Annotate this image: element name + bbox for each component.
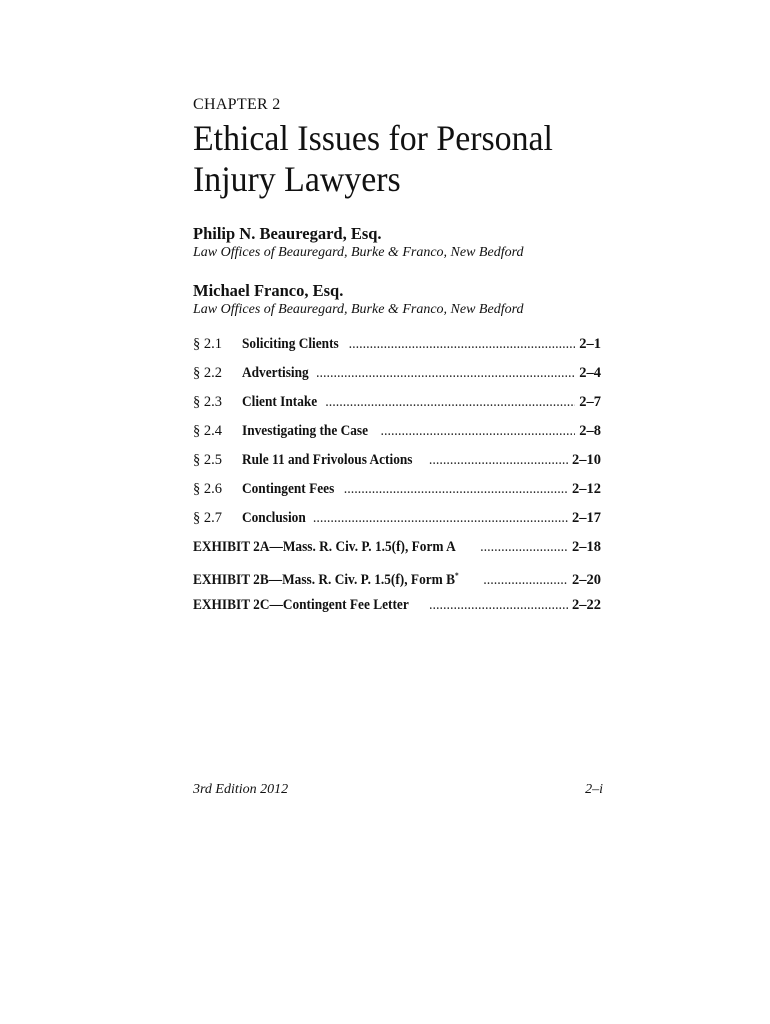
toc-page-number: 2–4: [579, 365, 601, 381]
toc-page-number: 2–22: [572, 597, 601, 613]
toc-section-title: Soliciting Clients: [242, 336, 339, 352]
toc-dot-leader: [344, 481, 568, 501]
toc-dot-leader: [429, 452, 568, 472]
toc-entry[interactable]: [193, 363, 601, 383]
toc-exhibit-entry[interactable]: [193, 537, 601, 557]
toc-section-number: § 2.4: [193, 423, 222, 439]
toc-section-title: Investigating the Case: [242, 423, 368, 439]
footer-edition: 3rd Edition 2012: [193, 782, 289, 797]
toc-page-number: 2–8: [579, 423, 601, 439]
toc-section-number: § 2.3: [193, 394, 222, 410]
author-affiliation: Law Offices of Beauregard, Burke & Franco, New Bedford: [193, 302, 524, 317]
toc-page-number: 2–10: [572, 452, 601, 468]
toc-section-title: Rule 11 and Frivolous Actions: [242, 452, 413, 468]
toc-section-title: Advertising: [242, 365, 309, 381]
toc-exhibit-entry[interactable]: [193, 595, 601, 615]
chapter-title: Ethical Issues for Personal Injury Lawyers: [193, 118, 553, 199]
toc-dot-leader: [484, 572, 568, 592]
toc-dot-leader: [326, 394, 575, 414]
toc-exhibit-title-text: EXHIBIT 2B—Mass. R. Civ. P. 1.5(f), Form B: [193, 571, 456, 588]
toc-page-number: 2–12: [572, 481, 601, 497]
toc-section-number: § 2.2: [193, 365, 222, 381]
toc-section-number: § 2.7: [193, 510, 222, 526]
toc-section-title: Conclusion: [242, 510, 306, 526]
toc-page-number: 2–17: [572, 510, 601, 526]
toc-dot-leader: [349, 336, 575, 356]
toc-dot-leader: [313, 510, 568, 530]
toc-dot-leader: [430, 597, 568, 617]
author-block: [193, 281, 524, 319]
toc-exhibit-title: [193, 566, 459, 590]
author-affiliation: Law Offices of Beauregard, Burke & Franco, New Bedford: [193, 245, 524, 260]
toc-entry[interactable]: [193, 508, 601, 528]
author-block: [193, 224, 524, 262]
footer-page-number: 2–i: [585, 782, 603, 797]
toc-section-number: § 2.5: [193, 452, 222, 468]
toc-entry[interactable]: [193, 450, 601, 470]
toc-page-number: 2–20: [572, 571, 601, 588]
toc-section-title: Client Intake: [242, 394, 318, 410]
toc-page-number: 2–18: [572, 539, 601, 555]
author-name: Michael Franco, Esq.: [193, 281, 344, 300]
toc-dot-leader: [481, 539, 568, 559]
toc-entry[interactable]: [193, 392, 601, 412]
toc-exhibit-entry[interactable]: [193, 566, 601, 586]
toc-entry[interactable]: [193, 421, 601, 441]
footnote-marker: *: [455, 571, 459, 580]
document-page: [193, 0, 603, 1024]
toc-page-number: 2–1: [579, 336, 601, 352]
toc-dot-leader: [381, 423, 575, 443]
toc-exhibit-title: EXHIBIT 2C—Contingent Fee Letter: [193, 597, 409, 613]
toc-page-number: 2–7: [579, 394, 601, 410]
toc-section-title: Contingent Fees: [242, 481, 335, 497]
author-name: Philip N. Beauregard, Esq.: [193, 224, 382, 243]
toc-entry[interactable]: [193, 479, 601, 499]
toc-entry[interactable]: [193, 334, 601, 354]
chapter-label: CHAPTER 2: [193, 96, 281, 113]
toc-section-number: § 2.1: [193, 336, 222, 352]
toc-exhibit-title: EXHIBIT 2A—Mass. R. Civ. P. 1.5(f), Form A: [193, 539, 456, 555]
toc-section-number: § 2.6: [193, 481, 222, 497]
toc-dot-leader: [317, 365, 576, 385]
